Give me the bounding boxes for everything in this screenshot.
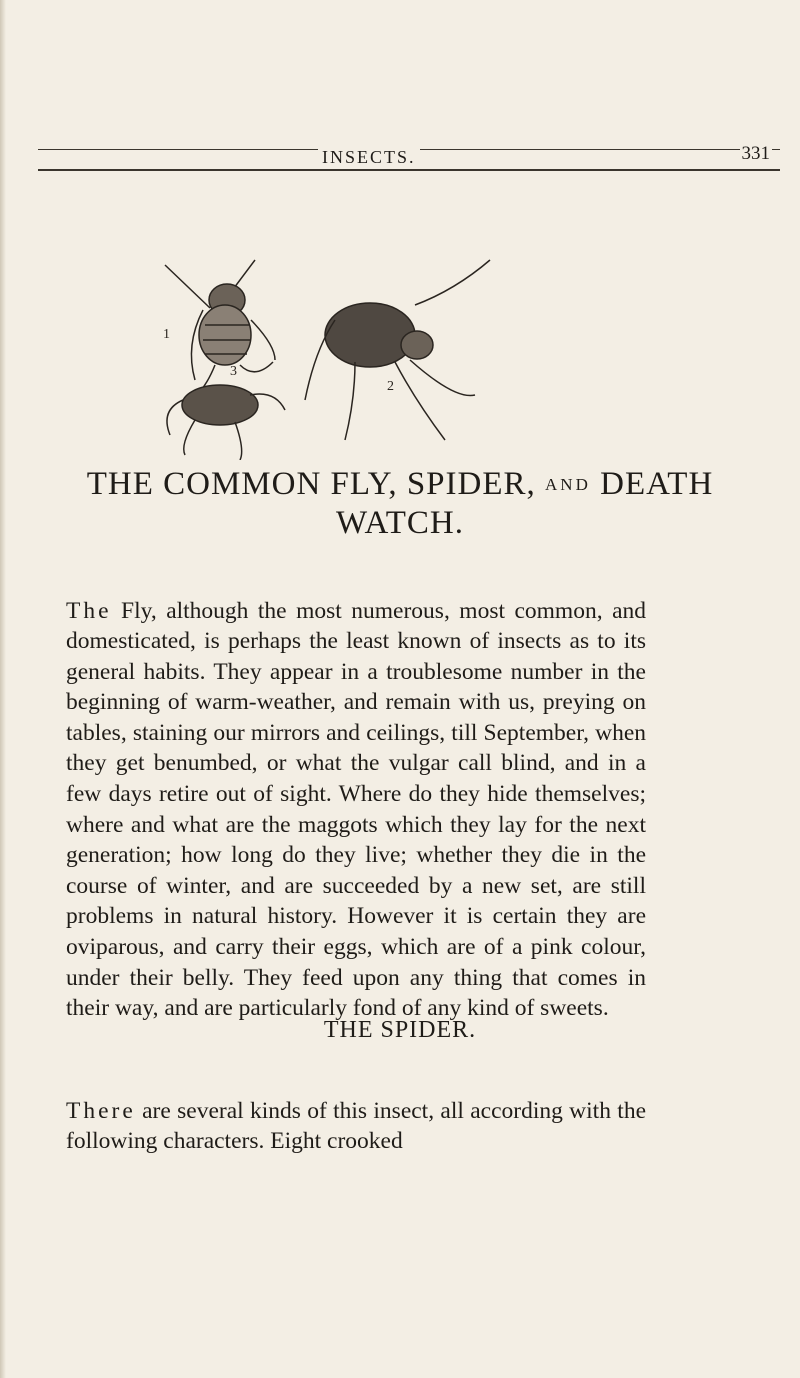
running-title: INSECTS. <box>318 147 420 168</box>
fly-drawing <box>165 260 275 400</box>
paragraph-spider-text: are several kinds of this insect, all according with the following characters. Eight crooked <box>66 1097 646 1155</box>
beetle-drawing <box>167 385 285 460</box>
page-edge <box>0 0 6 1378</box>
spider-drawing <box>305 260 490 440</box>
section-heading-spider: THE SPIDER. <box>323 1017 477 1043</box>
title-part-1: THE COMMON FLY, SPIDER, <box>86 466 536 502</box>
paragraph-fly-lead-word: The <box>66 597 112 624</box>
title-line-2: WATCH. <box>336 505 464 541</box>
paragraph-spider-lead-word: There <box>66 1097 136 1124</box>
chapter-title <box>40 465 760 542</box>
figure-label-3: 3 <box>230 364 237 379</box>
title-part-2: DEATH <box>600 466 714 502</box>
running-head <box>38 135 780 175</box>
paragraph-fly-text: Fly, although the most numerous, most common, and domesticated, is perhaps the least known of insects as to its general habits. They appear in a troublesome number in the beginning of warm-weather, and remain with us, preying on tables, staining our mirrors and ceilings, till September, when they get benumbed, or what the vulgar call blind, and in a few days retire out of sight. Where do they hide themselves; where and what are the maggots which they lay for the next generation; how long do they live; whether they die in the course of winter, and are succeeded by a new set, are still problems in natural history. However it is certain they are oviparous, and carry their eggs, which are of a pink colour, under their belly. They feed upon any thing that comes in their way, and are particularly fond of any kind of sweets. <box>66 597 646 1022</box>
paragraph-fly <box>66 596 646 1024</box>
insect-illustration <box>155 250 535 460</box>
header-rule-bottom <box>38 169 780 171</box>
figure-label-2: 2 <box>387 379 394 394</box>
page-number: 331 <box>741 143 770 164</box>
title-and-word: AND <box>545 475 591 494</box>
paragraph-spider <box>66 1096 646 1157</box>
figure-label-1: 1 <box>163 327 170 342</box>
